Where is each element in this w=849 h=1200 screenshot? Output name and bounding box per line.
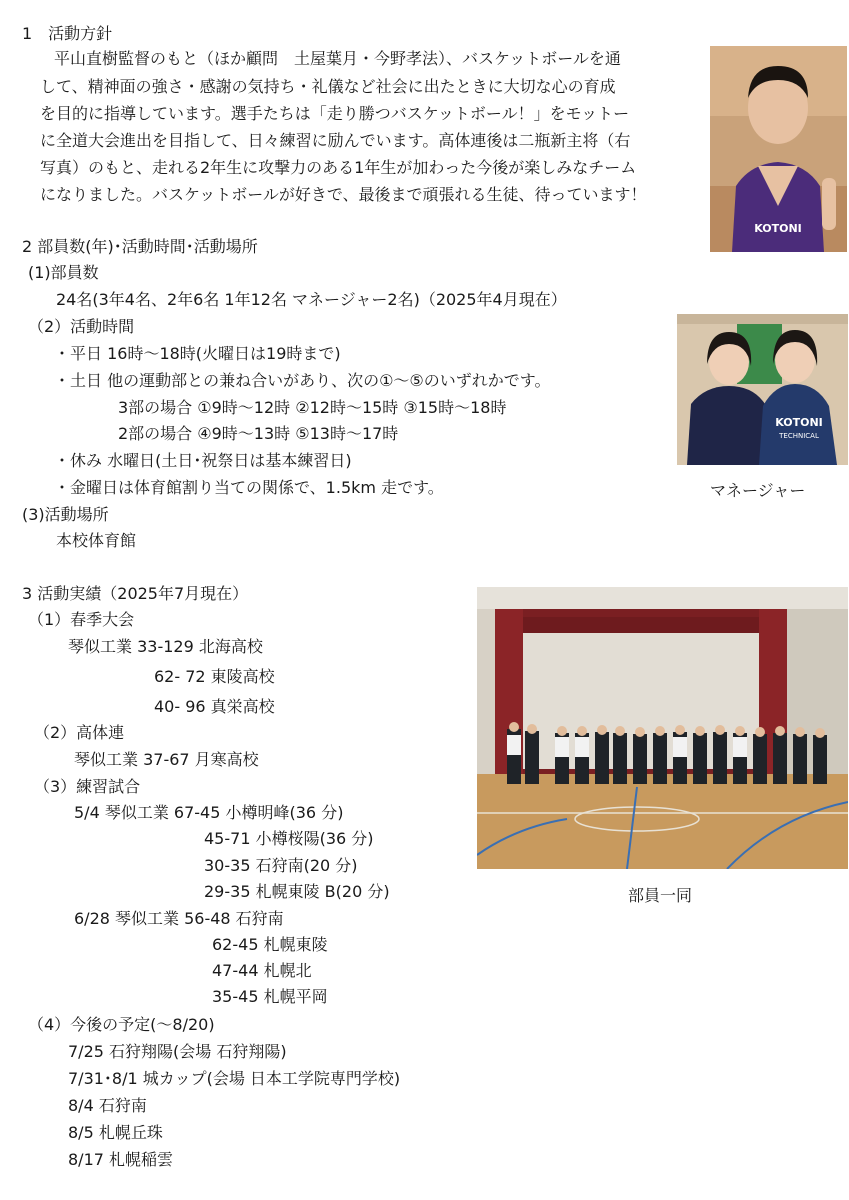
plan-item-5: 8/17 札幌稲雲 [68,1150,174,1169]
policy-line-5: 写真）のもと、走れる2年生に攻撃力のある1年生が加わった今後が楽しみなチーム [40,158,637,177]
policy-line-3: を目的に指導しています。選手たちは「走り勝つバスケットボール！」をモットー [40,104,630,123]
members-count: 24名(3年4名、2年6名 1年12名 マネージャー2名)（2025年4月現在） [56,290,567,309]
members-heading: (1)部員数 [28,263,99,282]
plan-heading: （4）今後の予定(～8/20) [28,1015,215,1034]
spring-heading: （1）春季大会 [28,610,135,629]
spring-result-3: 40- 96 真栄高校 [154,697,275,716]
plan-item-2: 7/31･8/1 城カップ(会場 日本工学院専門学校) [68,1069,401,1088]
policy-line-1: 平山直樹監督のもと（ほか顧問 土屋葉月・今野孝法）、バスケットボールを通 [54,49,621,68]
practice-0504-1: 5/4 琴似工業 67-45 小樽明峰(36 分) [74,803,344,822]
manager-caption: マネージャー [710,481,806,500]
practice-0628-1: 6/28 琴似工業 56-48 石狩南 [74,909,284,928]
manager-shirt-text: KOTONI [775,416,823,429]
practice-0628-4: 35-45 札幌平岡 [212,987,328,1006]
section-2-heading: 2 部員数(年)･活動時間･活動場所 [22,237,258,256]
practice-0628-2: 62-45 札幌東陵 [212,935,328,954]
manager-photo [677,314,848,465]
manager-shirt-subtext: TECHNICAL [779,432,819,440]
weekday-hours: ・平日 16時～18時(火曜日は19時まで) [54,344,341,363]
practice-0504-2: 45-71 小樽桜陽(36 分) [204,829,374,848]
rest-day: ・休み 水曜日(土日･祝祭日は基本練習日) [54,451,352,470]
policy-line-4: に全道大会進出を目指して、日々練習に励んでいます。高体連後は二瓶新主将（右 [40,131,631,150]
spring-result-1: 琴似工業 33-129 北海高校 [68,637,263,656]
friday-note: ・金曜日は体育館割り当ての関係で、1.5km 走です。 [54,478,444,497]
three-part-schedule: 3部の場合 ①9時～12時 ②12時～15時 ③15時～18時 [118,398,507,417]
plan-item-3: 8/4 石狩南 [68,1096,147,1115]
practice-0628-3: 47-44 札幌北 [212,961,312,980]
section-3-heading: 3 活動実績（2025年7月現在） [22,584,249,603]
captain-jersey-text: KOTONI [754,222,802,235]
practice-heading: （3）練習試合 [34,777,141,796]
captain-photo [710,46,847,252]
two-part-schedule: 2部の場合 ④9時～13時 ⑤13時～17時 [118,424,399,443]
policy-line-6: になりました。バスケットボールが好きで、最後まで頑張れる生徒、待っています！ [40,185,647,204]
plan-item-4: 8/5 札幌丘珠 [68,1123,163,1142]
kotairen-heading: （2）高体連 [34,723,125,742]
kotairen-result: 琴似工業 37-67 月寒高校 [74,750,259,769]
team-caption: 部員一同 [628,886,693,905]
weekend-hours: ・土日 他の運動部との兼ね合いがあり、次の①～⑤のいずれかです。 [54,371,551,390]
place-heading: (3)活動場所 [22,505,109,524]
practice-0504-4: 29-35 札幌東陵 B(20 分) [204,882,390,901]
practice-0504-3: 30-35 石狩南(20 分) [204,856,358,875]
policy-line-2: して、精神面の強さ・感謝の気持ち・礼儀など社会に出たときに大切な心の育成 [40,77,616,96]
plan-item-1: 7/25 石狩翔陽(会場 石狩翔陽) [68,1042,287,1061]
section-1-heading: 1 活動方針 [22,24,113,43]
spring-result-2: 62- 72 東陵高校 [154,667,275,686]
place-value: 本校体育館 [56,531,137,550]
time-heading: （2）活動時間 [28,317,135,336]
team-photo [477,587,848,869]
